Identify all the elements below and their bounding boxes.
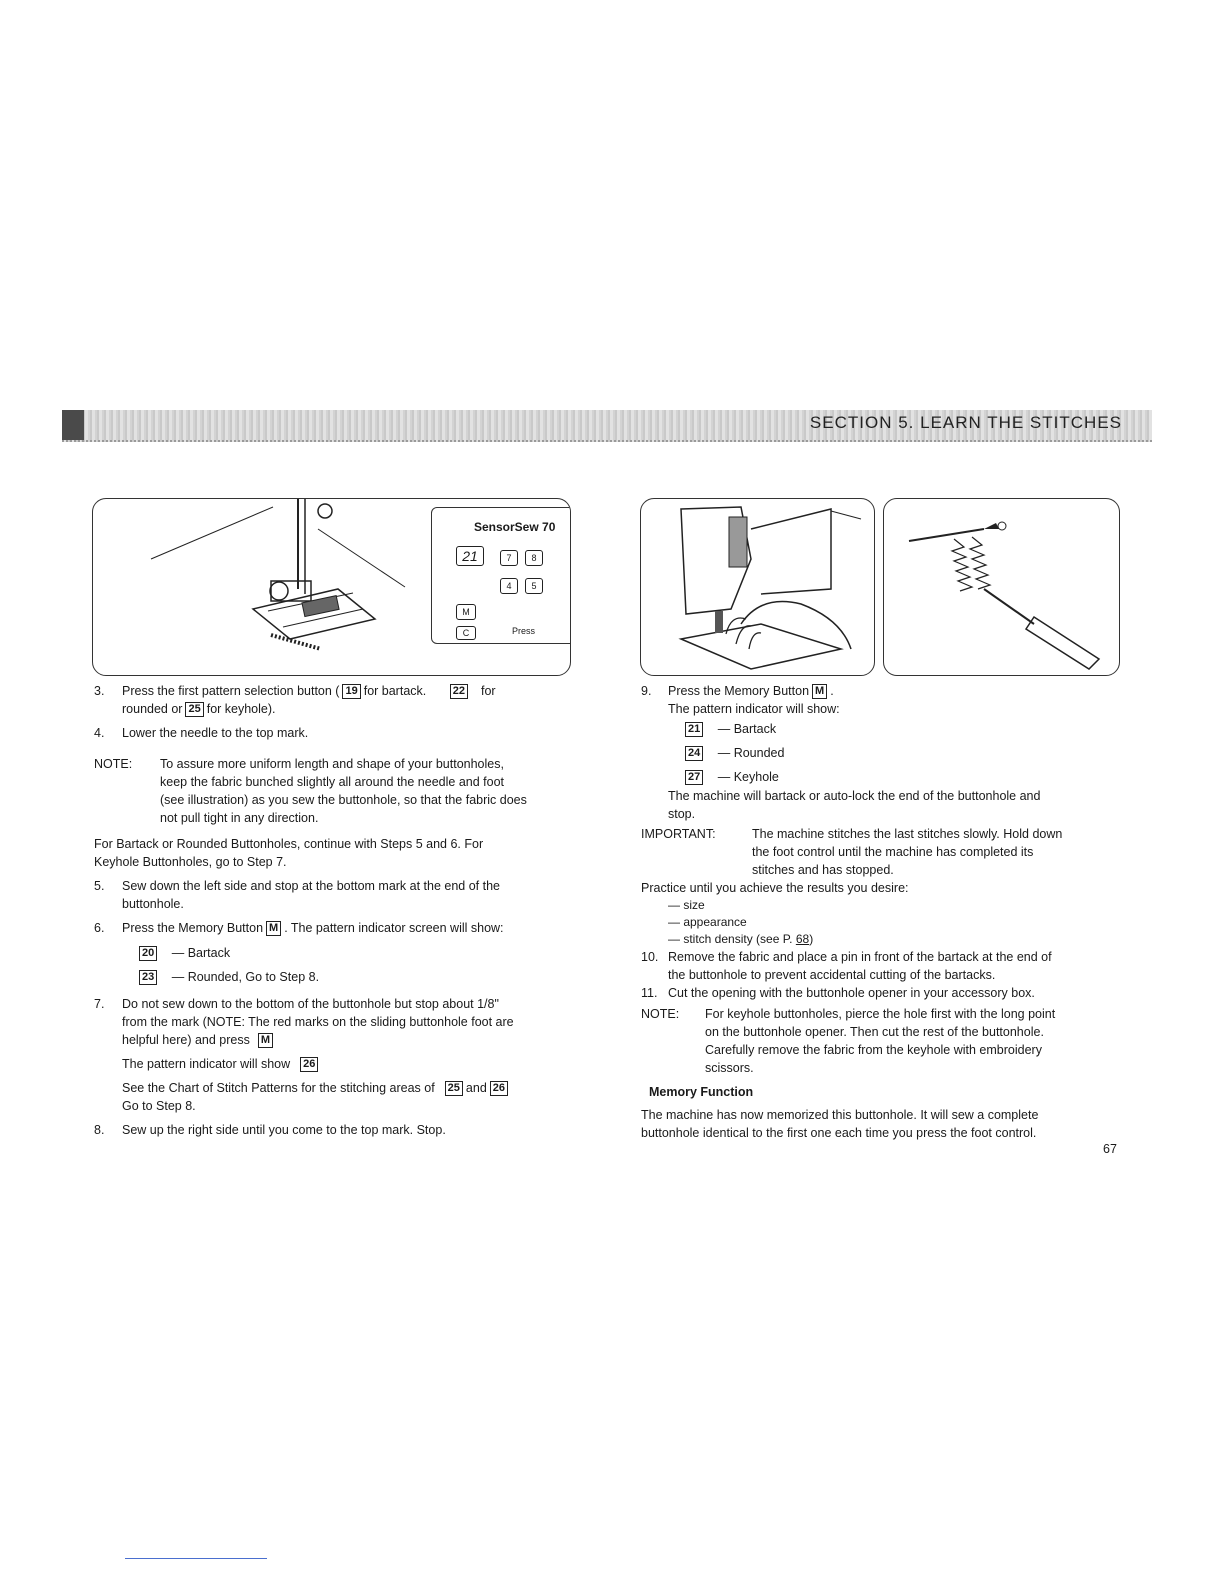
press-label: Press bbox=[512, 626, 536, 636]
panel-brand: SensorSew 70 bbox=[474, 520, 556, 534]
memory-line-2: buttonhole identical to the first one each time you press the foot control. bbox=[641, 1126, 1037, 1140]
step-7-number: 7. bbox=[94, 997, 105, 1011]
step-11-text: Cut the opening with the buttonhole opener in your accessory box. bbox=[668, 986, 1035, 1000]
pattern-key-26: 26 bbox=[490, 1081, 508, 1096]
important-label: IMPORTANT: bbox=[641, 827, 716, 841]
note-right-line-4: scissors. bbox=[705, 1061, 754, 1075]
key-m: M bbox=[456, 604, 476, 620]
note-line-3: (see illustration) as you sew the buttonhole, so that the fabric does bbox=[160, 793, 527, 807]
memory-key: M bbox=[266, 921, 281, 936]
step-7-line-3: helpful here) and press M bbox=[122, 1031, 276, 1049]
step-5-line-1: Sew down the left side and stop at the bottom mark at the end of the bbox=[122, 879, 501, 893]
step-6-text: Press the Memory Button M . The pattern indicator screen will show: bbox=[122, 921, 504, 935]
pattern-key-25: 25 bbox=[185, 702, 203, 717]
pattern-key-22: 22 bbox=[450, 684, 468, 699]
bullet-size: — size bbox=[668, 898, 705, 912]
indicator-key-20: 20 bbox=[139, 946, 157, 961]
continue-line-2: Keyhole Buttonholes, go to Step 7. bbox=[94, 855, 287, 869]
step-5-line-2: buttonhole. bbox=[122, 897, 184, 911]
memory-function-heading: Memory Function bbox=[649, 1085, 754, 1099]
indicator-21: 21 — Bartack bbox=[682, 720, 776, 738]
machine-line-2: stop. bbox=[668, 807, 696, 821]
indicator-key-27: 27 bbox=[685, 770, 703, 785]
step-3-line-2: rounded or 25 for keyhole). bbox=[122, 702, 276, 716]
bullet-appearance: — appearance bbox=[668, 915, 747, 929]
note-right-line-3: Carefully remove the fabric from the keyhole with embroidery bbox=[705, 1043, 1042, 1057]
indicator-key-24: 24 bbox=[685, 746, 703, 761]
machine-line-1: The machine will bartack or auto-lock the end of the buttonhole and bbox=[668, 789, 1041, 803]
key-8: 8 bbox=[525, 550, 543, 566]
note-right-line-1: For keyhole buttonholes, pierce the hole first with the long point bbox=[705, 1007, 1056, 1021]
key-7: 7 bbox=[500, 550, 518, 566]
step-3-number: 3. bbox=[94, 684, 105, 698]
note-label-right: NOTE: bbox=[641, 1007, 680, 1021]
step-3-text: Press the first pattern selection button ( 19 for bartack. 22 for bbox=[122, 684, 496, 698]
note-label: NOTE: bbox=[94, 757, 133, 771]
indicator-key-23: 23 bbox=[139, 970, 157, 985]
note-right-line-2: on the buttonhole opener. Then cut the rest of the buttonhole. bbox=[705, 1025, 1044, 1039]
display-value: 21 bbox=[462, 548, 478, 564]
important-line-3: stitches and has stopped. bbox=[752, 863, 894, 877]
step-9-number: 9. bbox=[641, 684, 652, 698]
indicator-23: 23 — Rounded, Go to Step 8. bbox=[136, 968, 319, 986]
step-7-show: The pattern indicator will show 26 bbox=[122, 1055, 321, 1073]
step-5-number: 5. bbox=[94, 879, 105, 893]
step-7-goto: Go to Step 8. bbox=[122, 1099, 196, 1113]
memory-line-1: The machine has now memorized this buttonhole. It will sew a complete bbox=[641, 1108, 1039, 1122]
step-6-number: 6. bbox=[94, 921, 105, 935]
pattern-key-25: 25 bbox=[445, 1081, 463, 1096]
page-number: 67 bbox=[1103, 1142, 1117, 1156]
indicator-key-21: 21 bbox=[685, 722, 703, 737]
step-10-number: 10. bbox=[641, 950, 659, 964]
step-7-line-2: from the mark (NOTE: The red marks on the sliding buttonhole foot are bbox=[122, 1015, 514, 1029]
step-4-number: 4. bbox=[94, 726, 105, 740]
step-7-see: See the Chart of Stitch Patterns for the stitching areas of 25 and 26 bbox=[122, 1079, 511, 1097]
important-line-1: The machine stitches the last stitches slowly. Hold down bbox=[752, 827, 1063, 841]
memory-key: M bbox=[258, 1033, 273, 1048]
step-10-line-1: Remove the fabric and place a pin in front of the bartack at the end of bbox=[668, 950, 1052, 964]
indicator-key-26: 26 bbox=[300, 1057, 318, 1072]
practice-text: Practice until you achieve the results you desire: bbox=[641, 881, 909, 895]
note-line-2: keep the fabric bunched slightly all around the needle and foot bbox=[160, 775, 504, 789]
note-line-4: not pull tight in any direction. bbox=[160, 811, 319, 825]
key-5: 5 bbox=[525, 578, 543, 594]
page-68-link[interactable]: 68 bbox=[795, 932, 810, 946]
step-10-line-2: the buttonhole to prevent accidental cutting of the bartacks. bbox=[668, 968, 996, 982]
section-title: SECTION 5. LEARN THE STITCHES bbox=[809, 413, 1122, 432]
bullet-density: — stitch density (see P. 68) bbox=[668, 932, 814, 946]
indicator-24: 24 — Rounded bbox=[682, 744, 784, 762]
pattern-key-19: 19 bbox=[342, 684, 360, 699]
step-7-line-1: Do not sew down to the bottom of the buttonhole but stop about 1/8" bbox=[122, 997, 499, 1011]
memory-key: M bbox=[812, 684, 827, 699]
step-11-number: 11. bbox=[641, 986, 658, 1000]
continue-line-1: For Bartack or Rounded Buttonholes, continue with Steps 5 and 6. For bbox=[94, 837, 484, 851]
key-4: 4 bbox=[500, 578, 518, 594]
note-line-1: To assure more uniform length and shape of your buttonholes, bbox=[160, 757, 504, 771]
step-8-text: Sew up the right side until you come to the top mark. Stop. bbox=[122, 1123, 446, 1137]
step-8-number: 8. bbox=[94, 1123, 105, 1137]
indicator-27: 27 — Keyhole bbox=[682, 768, 779, 786]
step-9-line-2: The pattern indicator will show: bbox=[668, 702, 840, 716]
step-9-text: Press the Memory Button M . bbox=[668, 684, 834, 698]
indicator-20: 20 — Bartack bbox=[136, 944, 230, 962]
step-4-text: Lower the needle to the top mark. bbox=[122, 726, 309, 740]
footer-rule bbox=[125, 1558, 267, 1559]
key-c: C bbox=[456, 626, 476, 640]
important-line-2: the foot control until the machine has completed its bbox=[752, 845, 1034, 859]
